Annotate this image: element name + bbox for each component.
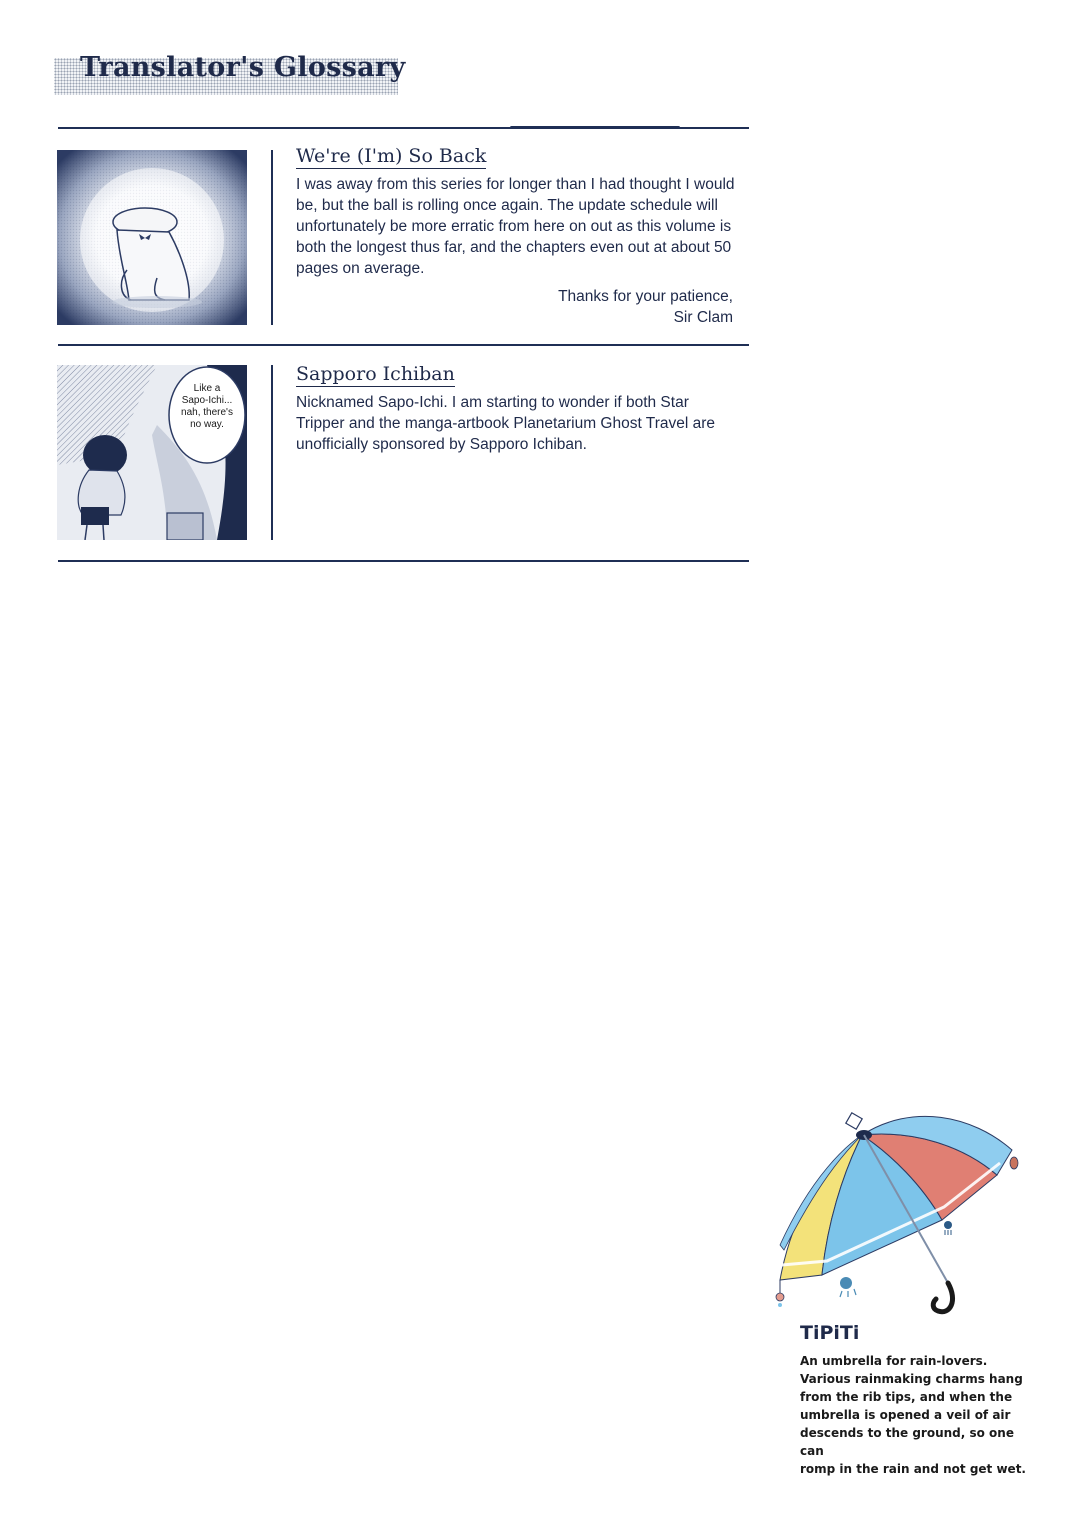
entry-1-body: I was away from this series for longer than I had thought I would be, but the ball is rolling once again. The update schedule will unfortunately be more erratic from here on out as this volume is both the longest thus far, and the chapters even out at about 50 pages on average. (296, 176, 735, 277)
item-description-line: romp in the rain and not get wet. (800, 1462, 1026, 1476)
page-title: Translator's Glossary (80, 52, 406, 83)
item-name: TiPiTi (800, 1322, 860, 1344)
manga-panel-glowing-figure (57, 150, 247, 325)
bubble-line-2: Sapo-Ichi... (181, 395, 233, 406)
bubble-line-4: no way. (190, 419, 224, 430)
entry-1-separator (271, 150, 273, 325)
manga-panel-cave-scene (57, 365, 247, 540)
entry-1-signoff (558, 286, 733, 328)
item-description-line: An umbrella for rain-lovers. (800, 1354, 988, 1368)
entry-1-title: We're (I'm) So Back (296, 145, 487, 167)
middle-divider (58, 344, 749, 346)
entry-2-separator (271, 365, 273, 540)
item-description-line: umbrella is opened a veil of air (800, 1408, 1011, 1422)
entry-2-body: Nicknamed Sapo-Ichi. I am starting to wonder if both Star Tripper and the manga-artbook Planetarium Ghost Travel are unofficially sponsored by Sapporo Ichiban. (296, 394, 715, 453)
item-description-line: from the rib tips, and when the (800, 1390, 1013, 1404)
item-description-line: descends to the ground, so one can (800, 1426, 1014, 1458)
item-description (800, 1352, 1030, 1478)
signoff-name: Sir Clam (673, 309, 733, 326)
signoff-thanks: Thanks for your patience, (558, 288, 733, 305)
umbrella-illustration (772, 1105, 1034, 1320)
entry-2-title: Sapporo Ichiban (296, 363, 455, 385)
bottom-divider (58, 560, 749, 562)
bubble-line-1: Like a (193, 383, 221, 394)
item-description-line: Various rainmaking charms hang (800, 1372, 1023, 1386)
top-divider-accent (510, 126, 680, 129)
bubble-line-3: nah, there's (181, 407, 233, 418)
